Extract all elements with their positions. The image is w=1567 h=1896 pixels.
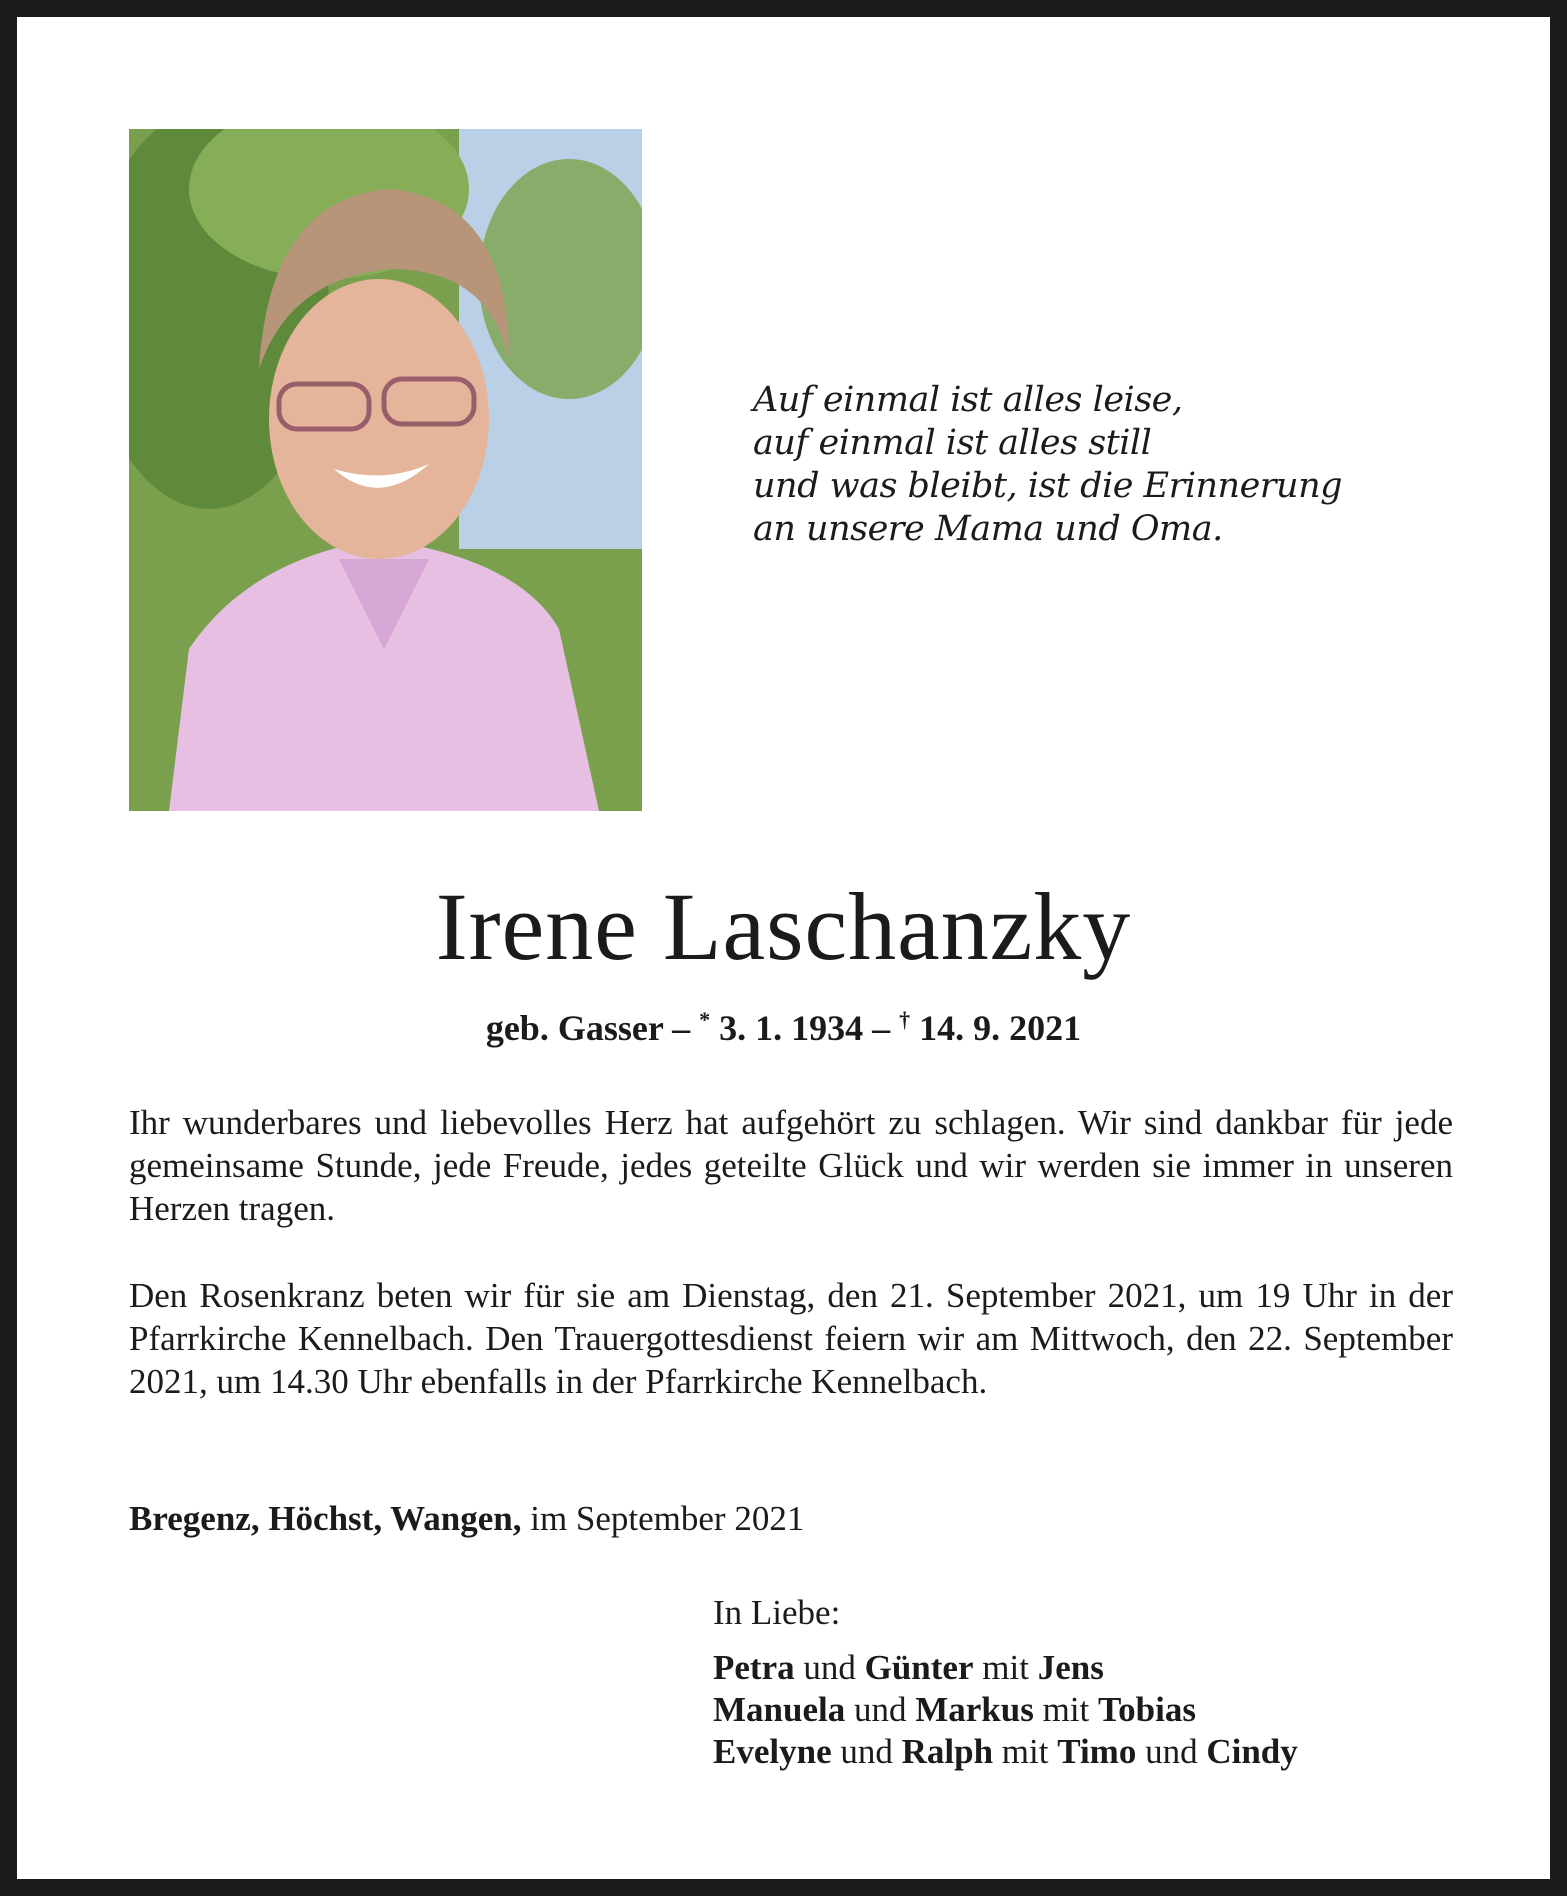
connector-word: und	[803, 1648, 856, 1687]
separator: –	[872, 1008, 891, 1048]
quote-line: und was bleibt, ist die Erinnerung	[753, 466, 1343, 506]
quote-line: auf einmal ist alles still	[753, 423, 1152, 463]
service-paragraph: Den Rosenkranz beten wir für sie am Dienstag, den 21. September 2021, um 19 Uhr in der Pfarrkirche Kennelbach. Den Trauergottesdienst feiern wir am Mittwoch, den 22. September 2021, um 14.30 Uhr ebenfalls in der Pfarrkirche Kennelbach.	[129, 1276, 1453, 1401]
place-date-line	[129, 1499, 804, 1539]
memorial-quote	[753, 379, 1342, 551]
connector-word: und	[1145, 1732, 1198, 1771]
birth-symbol: *	[699, 1007, 711, 1032]
family-member-name: Petra	[713, 1648, 795, 1687]
family-member-name: Markus	[915, 1690, 1034, 1729]
family-member-name: Evelyne	[713, 1732, 832, 1771]
deceased-name: Irene Laschanzky	[435, 873, 1132, 980]
connector-word: mit	[1042, 1690, 1090, 1729]
month-year: im September 2021	[530, 1499, 805, 1538]
in-love-label: In Liebe:	[713, 1593, 841, 1632]
connector-word: mit	[982, 1648, 1029, 1687]
quote-line: Auf einmal ist alles leise,	[753, 380, 1183, 420]
connector-word: und	[840, 1732, 893, 1771]
quote-line: an unsere Mama und Oma.	[753, 509, 1223, 549]
family-list	[713, 1647, 1298, 1773]
family-line	[713, 1731, 1298, 1773]
maiden-name: geb. Gasser	[485, 1008, 664, 1048]
tribute-paragraph: Ihr wunderbares und liebevolles Herz hat aufgehört zu schlagen. Wir sind dankbar für jede gemeinsame Stunde, jede Freude, jedes geteilte Glück und wir werden sie immer in unseren Herzen tragen.	[129, 1103, 1453, 1228]
towns: Bregenz, Höchst, Wangen,	[129, 1499, 522, 1538]
separator: –	[672, 1008, 691, 1048]
family-line	[713, 1689, 1298, 1731]
connector-word: mit	[1001, 1732, 1049, 1771]
family-member-name: Ralph	[901, 1732, 994, 1771]
family-line	[713, 1647, 1298, 1689]
life-dates	[17, 1007, 1550, 1049]
family-member-name: Günter	[864, 1648, 974, 1687]
connector-word: und	[853, 1690, 907, 1729]
death-symbol: †	[899, 1007, 911, 1032]
birth-date: 3. 1. 1934	[719, 1008, 864, 1048]
family-member-name: Timo	[1057, 1732, 1137, 1771]
obituary-page	[17, 17, 1550, 1879]
family-member-name: Tobias	[1098, 1690, 1196, 1729]
death-date: 14. 9. 2021	[919, 1008, 1082, 1048]
family-member-name: Cindy	[1206, 1732, 1298, 1771]
portrait-photo	[129, 129, 642, 811]
family-member-name: Manuela	[713, 1690, 846, 1729]
family-member-name: Jens	[1037, 1648, 1104, 1687]
